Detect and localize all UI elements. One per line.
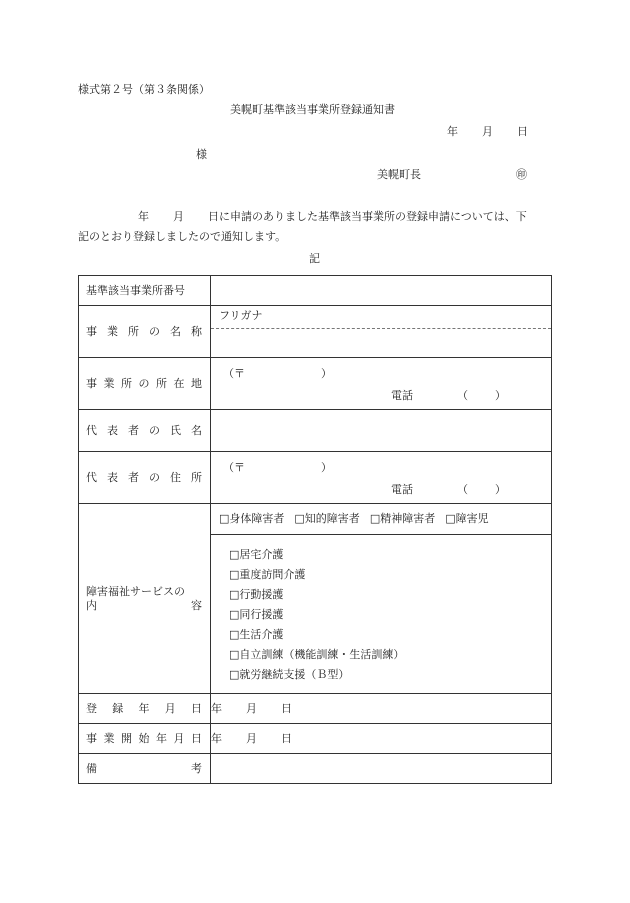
rep-address-label xyxy=(79,452,211,504)
label-char: 月 xyxy=(164,701,176,715)
ki-heading: 記 xyxy=(309,252,320,265)
label-char: 始 xyxy=(138,731,150,745)
office-address-value xyxy=(211,358,552,410)
registration-date-label-text xyxy=(86,702,210,716)
office-address-label xyxy=(79,358,211,410)
row-office-address xyxy=(79,358,552,410)
notice-line-1 xyxy=(138,210,527,224)
category-intellectual-checkbox[interactable]: □知的障害者 xyxy=(294,512,360,525)
rep-name-label xyxy=(79,410,211,452)
date-year: 年 xyxy=(447,125,458,138)
notice-year: 年 xyxy=(138,210,149,223)
rep-name-value xyxy=(211,410,552,452)
start-day: 日 xyxy=(281,731,292,745)
notice-month: 月 xyxy=(173,210,184,223)
remarks-label-text xyxy=(86,762,210,776)
rep-address-label-text xyxy=(86,471,210,485)
reg-year: 年 xyxy=(211,701,222,715)
registration-date-label xyxy=(79,694,211,724)
reg-month: 月 xyxy=(246,701,257,715)
start-date-value xyxy=(211,724,552,754)
service-value xyxy=(211,504,552,694)
label-char: 者 xyxy=(128,470,139,484)
label-char: 事 xyxy=(86,376,97,390)
service-list xyxy=(211,534,551,693)
service-accompanying-support-checkbox[interactable]: □同行援護 xyxy=(229,608,284,621)
registration-table xyxy=(78,275,552,784)
service-behavior-support-checkbox[interactable]: □行動援護 xyxy=(229,588,284,601)
label-char: 登 xyxy=(86,701,97,715)
notice-line-2: 記のとおり登録しましたので通知します。 xyxy=(78,230,287,243)
service-severe-visiting-care-checkbox[interactable]: □重度訪問介護 xyxy=(229,568,306,581)
service-independence-training-checkbox[interactable]: □自立訓練（機能訓練・生活訓練） xyxy=(229,648,405,661)
office-tel-paren-open: （ xyxy=(457,388,468,402)
label-char: の xyxy=(149,470,160,484)
service-home-care-checkbox[interactable]: □居宅介護 xyxy=(229,548,284,561)
category-child-checkbox[interactable]: □障害児 xyxy=(445,512,489,525)
row-rep-address xyxy=(79,452,552,504)
label-char: の xyxy=(149,324,160,338)
label-char: 地 xyxy=(191,376,202,390)
service-label-line-2 xyxy=(86,599,210,613)
furigana-label: フリガナ xyxy=(211,306,551,329)
date-month: 月 xyxy=(482,125,493,138)
recipient-suffix: 様 xyxy=(196,148,207,161)
rep-name-label-text xyxy=(86,424,210,438)
row-remarks xyxy=(79,754,552,784)
label-char: 所 xyxy=(121,376,132,390)
label-char: 年 xyxy=(138,701,150,715)
remarks-label-1: 備 xyxy=(86,761,97,775)
label-char: 業 xyxy=(103,731,115,745)
label-char: 住 xyxy=(170,470,181,484)
label-char: 代 xyxy=(86,423,97,437)
label-char: 年 xyxy=(156,731,167,745)
row-office-name xyxy=(79,306,552,358)
office-tel-paren-close: ） xyxy=(495,388,506,402)
service-label-2a: 内 xyxy=(86,598,97,612)
disability-categories xyxy=(211,504,551,534)
service-continuous-employment-b-checkbox[interactable]: □就労継続支援（Ｂ型） xyxy=(229,668,350,681)
reg-day: 日 xyxy=(281,701,292,715)
service-daily-life-care-checkbox[interactable]: □生活介護 xyxy=(229,628,284,641)
remarks-value xyxy=(211,754,552,784)
start-date-label-text xyxy=(86,732,210,746)
form-number: 様式第２号（第３条関係） xyxy=(78,83,210,96)
label-char: 事 xyxy=(86,731,97,745)
rep-tel-label: 電話 xyxy=(391,482,413,496)
remarks-label-2: 考 xyxy=(191,761,202,775)
label-char: 代 xyxy=(86,470,97,484)
label-char: 表 xyxy=(107,423,118,437)
category-mental-checkbox[interactable]: □精神障害者 xyxy=(369,512,436,525)
office-zip-open: （〒 xyxy=(223,366,245,380)
label-char: 表 xyxy=(107,470,118,484)
start-month: 月 xyxy=(246,731,257,745)
label-char: 在 xyxy=(173,376,185,390)
label-char: 所 xyxy=(191,470,202,484)
row-office-number xyxy=(79,276,552,306)
label-char: 録 xyxy=(112,701,124,715)
label-char: 名 xyxy=(191,423,202,437)
remarks-label xyxy=(79,754,211,784)
label-char: の xyxy=(138,376,150,390)
row-registration-date xyxy=(79,694,552,724)
label-char: 所 xyxy=(156,376,167,390)
service-label-line-1: 障害福祉サービスの xyxy=(86,584,185,598)
rep-tel-paren-open: （ xyxy=(457,482,468,496)
office-name-value xyxy=(211,306,552,358)
rep-tel-paren-close: ） xyxy=(495,482,506,496)
rep-address-value xyxy=(211,452,552,504)
label-char: 氏 xyxy=(170,423,181,437)
rep-zip-close: ） xyxy=(321,460,332,474)
label-char: 者 xyxy=(128,423,139,437)
category-physical-checkbox[interactable]: □身体障害者 xyxy=(219,512,285,525)
office-name-label-text xyxy=(86,325,210,339)
seal-mark: ㊞ xyxy=(516,168,527,181)
office-zip-close: ） xyxy=(321,366,332,380)
label-char: 業 xyxy=(107,324,118,338)
office-address-label-text xyxy=(86,377,210,391)
label-char: 称 xyxy=(191,324,202,338)
start-year: 年 xyxy=(211,731,222,745)
office-number-value xyxy=(211,276,552,306)
label-char: 名 xyxy=(170,324,181,338)
service-label-2b: 容 xyxy=(191,598,202,612)
label-char: 業 xyxy=(103,376,115,390)
date-day: 日 xyxy=(517,125,528,138)
row-rep-name xyxy=(79,410,552,452)
row-start-date xyxy=(79,724,552,754)
office-tel-label: 電話 xyxy=(391,388,413,402)
office-number-label: 基準該当事業所番号 xyxy=(79,276,211,306)
notice-line-1-rest: 日に申請のありました基準該当事業所の登録申請については、下 xyxy=(208,210,527,223)
label-char: 日 xyxy=(191,701,202,715)
label-char: 事 xyxy=(86,324,97,338)
start-date-label xyxy=(79,724,211,754)
label-char: の xyxy=(149,423,160,437)
label-char: 日 xyxy=(191,731,202,745)
row-services xyxy=(79,504,552,694)
service-label xyxy=(79,504,211,694)
office-name-label xyxy=(79,306,211,358)
document-title: 美幌町基準該当事業所登録通知書 xyxy=(230,103,395,116)
issuer-name: 美幌町長 xyxy=(377,168,421,181)
label-char: 月 xyxy=(173,731,185,745)
header-date xyxy=(447,125,528,139)
registration-date-value xyxy=(211,694,552,724)
rep-zip-open: （〒 xyxy=(223,460,245,474)
label-char: 所 xyxy=(128,324,139,338)
label-char: 開 xyxy=(121,731,132,745)
